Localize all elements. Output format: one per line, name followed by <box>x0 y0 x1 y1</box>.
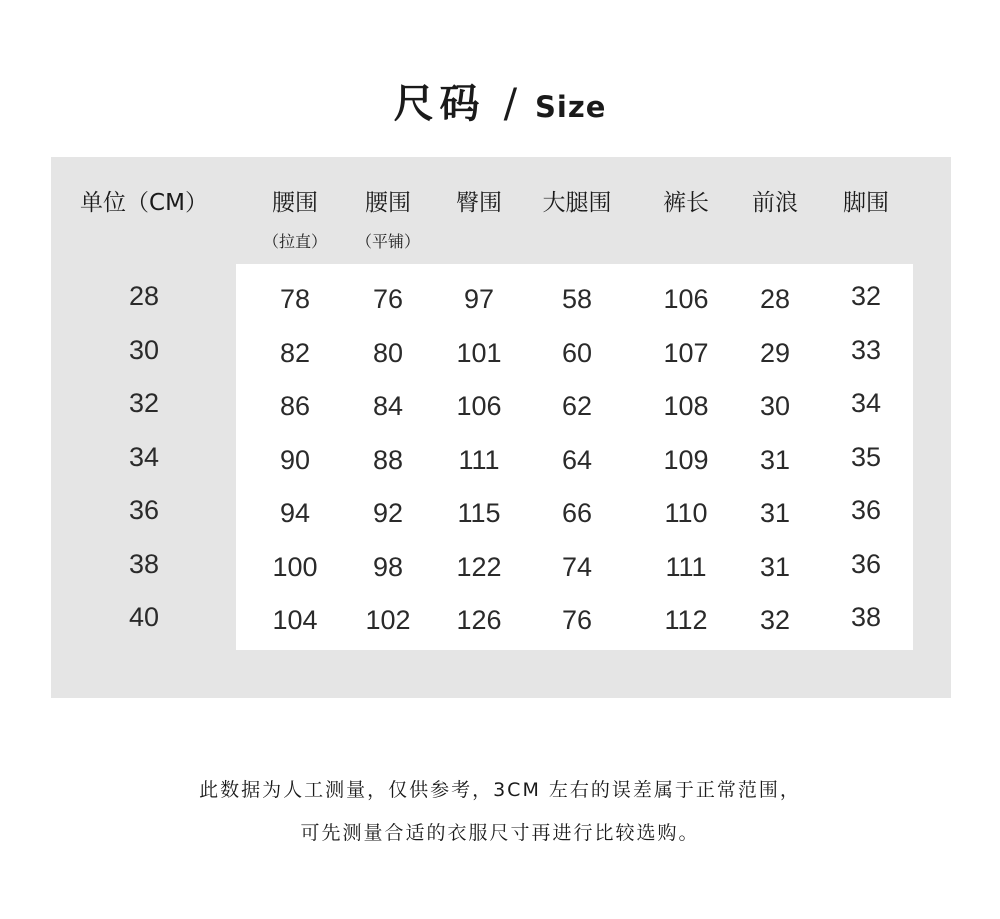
table-cell: 102 <box>365 605 411 635</box>
table-cell: 110 <box>664 498 708 528</box>
table-cell: 36 <box>850 549 882 579</box>
table-cell: 64 <box>561 445 593 475</box>
table-cell: 66 <box>561 498 593 528</box>
size-label-cell: 38 <box>128 549 160 579</box>
table-cell: 38 <box>850 602 882 632</box>
header-col-6: 前浪 <box>752 190 798 216</box>
table-cell: 35 <box>850 442 882 472</box>
table-cell: 92 <box>372 498 404 528</box>
header-col-7: 脚围 <box>843 190 889 216</box>
header-col-4: 大腿围 <box>542 190 612 216</box>
table-cell: 107 <box>663 338 709 368</box>
table-cell: 111 <box>665 552 707 582</box>
table-cell: 58 <box>561 284 593 314</box>
table-cell: 104 <box>272 605 318 635</box>
table-cell: 76 <box>561 605 593 635</box>
note-line-2: 可先测量合适的衣服尺寸再进行比较选购。 <box>300 822 700 844</box>
size-label-cell: 32 <box>128 388 160 418</box>
table-cell: 32 <box>850 281 882 311</box>
table-cell: 122 <box>456 552 502 582</box>
header-sub-col-2: （平铺） <box>355 232 421 251</box>
table-cell: 32 <box>759 605 791 635</box>
table-cell: 106 <box>663 284 709 314</box>
table-cell: 112 <box>664 605 708 635</box>
table-cell: 101 <box>456 338 502 368</box>
header-sub-col-1: （拉直） <box>262 232 328 251</box>
note-line-1: 此数据为人工测量，仅供参考，3CM 左右的误差属于正常范围， <box>199 779 801 801</box>
table-cell: 115 <box>457 498 501 528</box>
table-cell: 111 <box>458 445 500 475</box>
size-label-cell: 40 <box>128 602 160 632</box>
header-col-3: 臀围 <box>456 190 502 216</box>
header-col-2: 腰围 <box>365 190 411 216</box>
table-cell: 31 <box>759 445 791 475</box>
table-cell: 108 <box>663 391 709 421</box>
table-cell: 78 <box>279 284 311 314</box>
table-cell: 97 <box>463 284 495 314</box>
table-cell: 34 <box>850 388 882 418</box>
table-cell: 98 <box>372 552 404 582</box>
table-cell: 84 <box>372 391 404 421</box>
table-cell: 74 <box>561 552 593 582</box>
table-cell: 126 <box>456 605 502 635</box>
table-cell: 36 <box>850 495 882 525</box>
header-col-5: 裤长 <box>663 190 709 216</box>
table-cell: 100 <box>272 552 318 582</box>
table-cell: 33 <box>850 335 882 365</box>
header-col-0: 单位（CM） <box>80 190 208 216</box>
table-cell: 82 <box>279 338 311 368</box>
table-cell: 31 <box>759 498 791 528</box>
title-cn: 尺码 <box>393 81 486 127</box>
table-cell: 31 <box>759 552 791 582</box>
table-cell: 76 <box>372 284 404 314</box>
table-cell: 106 <box>456 391 502 421</box>
size-label-cell: 28 <box>128 281 160 311</box>
table-cell: 109 <box>663 445 709 475</box>
table-cell: 28 <box>759 284 791 314</box>
table-cell: 90 <box>279 445 311 475</box>
size-label-cell: 30 <box>128 335 160 365</box>
size-label-cell: 36 <box>128 495 160 525</box>
header-col-1: 腰围 <box>272 190 318 216</box>
size-title <box>0 72 1000 142</box>
size-label-cell: 34 <box>128 442 160 472</box>
title-slash: / <box>503 81 518 127</box>
table-cell: 80 <box>372 338 404 368</box>
table-cell: 60 <box>561 338 593 368</box>
table-cell: 94 <box>279 498 311 528</box>
table-cell: 88 <box>372 445 404 475</box>
title-en: Size <box>535 90 607 124</box>
table-cell: 30 <box>759 391 791 421</box>
table-cell: 62 <box>561 391 593 421</box>
table-cell: 86 <box>279 391 311 421</box>
table-cell: 29 <box>759 338 791 368</box>
